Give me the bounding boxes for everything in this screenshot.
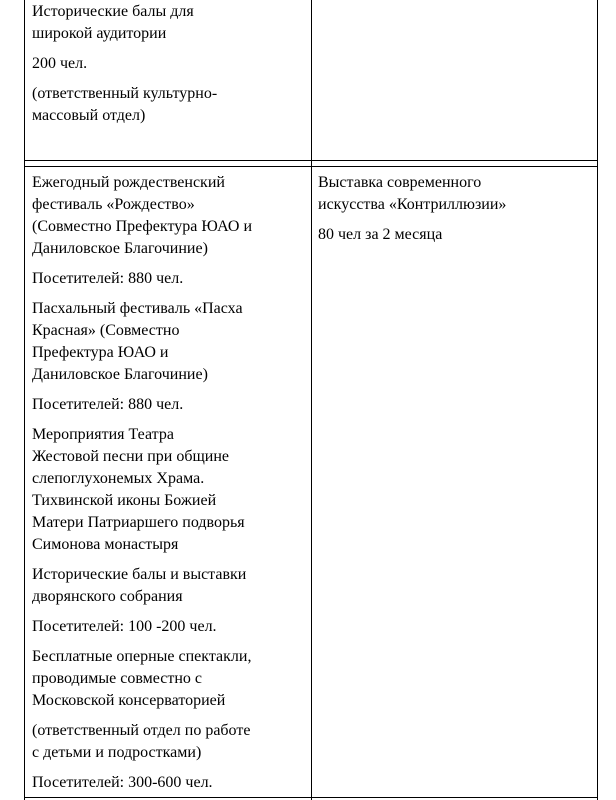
cell-paragraph: Посетителей: 880 чел. <box>32 396 184 413</box>
table-column-divider <box>311 0 312 800</box>
table-cell-row1-right <box>318 1 593 159</box>
cell-paragraph: (ответственный культурно- массовый отдел) <box>32 85 218 124</box>
table-border-left <box>24 0 25 800</box>
cell-paragraph: Выставка современного искусства «Контриллюзии» <box>318 174 507 213</box>
row-divider <box>24 166 598 167</box>
cell-paragraph: Посетителей: 300-600 чел. <box>32 774 213 791</box>
cell-paragraph: Мероприятия Театра Жестовой песни при общине слепоглухонемых Храма. Тихвинской иконы Божией Матери Патриаршего подворья Симонова монастыря <box>32 426 245 553</box>
cell-paragraph: Исторические балы и выставки дворянского собрания <box>32 566 247 605</box>
cell-paragraph: Исторические балы для широкой аудитории <box>32 3 194 42</box>
cell-paragraph: Посетителей: 880 чел. <box>32 270 184 287</box>
table-cell-row2-left <box>32 172 308 794</box>
row-divider <box>24 160 598 161</box>
table-cell-row1-left <box>32 1 308 127</box>
cell-paragraph: Посетителей: 100 -200 чел. <box>32 618 217 635</box>
table-cell-row2-right <box>318 172 593 246</box>
cell-paragraph: 80 чел за 2 месяца <box>318 226 443 243</box>
cell-paragraph: 200 чел. <box>32 55 88 72</box>
table-border-bottom <box>24 797 598 798</box>
cell-paragraph: Пасхальный фестиваль «Пасха Красная» (Совместно Префектура ЮАО и Даниловское Благочиние) <box>32 300 243 383</box>
cell-paragraph: Ежегодный рождественский фестиваль «Рождество» (Совместно Префектура ЮАО и Даниловское Благочиние) <box>32 174 253 257</box>
cell-paragraph: (ответственный отдел по работе с детьми и подростками) <box>32 722 251 761</box>
table-border-right <box>597 0 598 800</box>
cell-paragraph: Бесплатные оперные спектакли, проводимые совместно с Московской консерваторией <box>32 648 252 709</box>
